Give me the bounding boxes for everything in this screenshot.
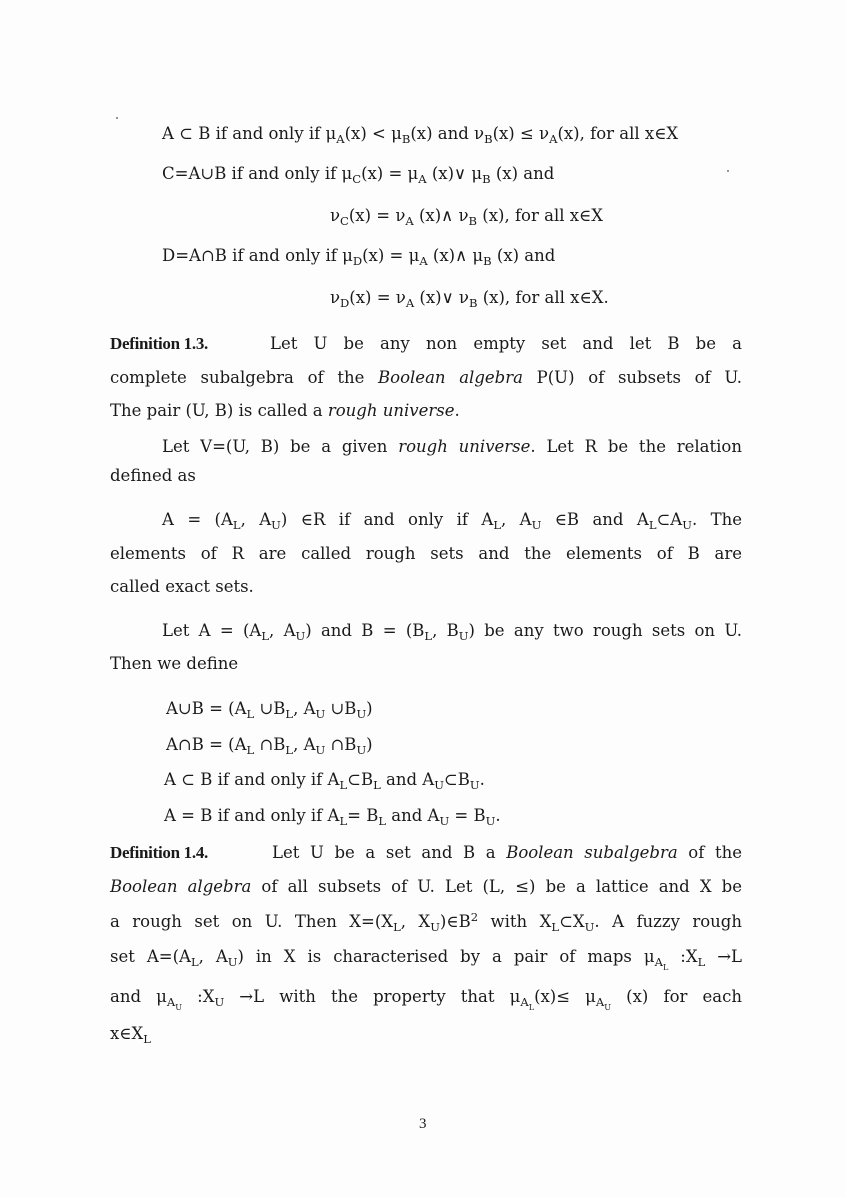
sub: U	[315, 707, 326, 721]
definition-1-3-line1	[110, 334, 742, 354]
sub: L	[246, 743, 255, 757]
formula-rough-subset	[164, 770, 485, 790]
sub: A	[405, 214, 414, 228]
sub: L	[393, 920, 401, 934]
sub: L	[143, 1032, 151, 1046]
emphasis: rough universe	[398, 437, 531, 456]
two-rough-sets-line1	[162, 621, 742, 641]
sub: A	[405, 296, 415, 310]
text: C=A∪B if and only if μ	[162, 164, 353, 183]
text: and μ	[110, 987, 167, 1006]
text: = B	[347, 806, 379, 825]
text: (x) and ν	[410, 124, 485, 143]
text: Let U be any non empty set and let B be a	[270, 334, 742, 353]
text: (x) < μ	[344, 124, 402, 143]
sub: B	[482, 172, 491, 186]
text: (x) = μ	[361, 164, 419, 183]
text: ⊂B	[347, 770, 374, 789]
sub: L	[285, 743, 294, 757]
text: (x) = ν	[348, 206, 406, 225]
formula-rough-intersection	[166, 735, 373, 755]
text: and A	[386, 806, 440, 825]
text: .	[479, 770, 485, 789]
text: .	[495, 806, 501, 825]
definition-1-3-line3	[110, 401, 460, 421]
sub: A	[419, 254, 428, 268]
text: , A	[500, 510, 532, 529]
text: :X	[182, 987, 215, 1006]
text: , B	[432, 621, 459, 640]
text: (x) and	[490, 164, 555, 183]
sub	[520, 995, 535, 1012]
sub: A	[549, 132, 558, 146]
sub: L	[528, 1002, 535, 1012]
sub: U	[531, 518, 542, 532]
sub: C	[352, 172, 362, 186]
sub	[166, 995, 183, 1012]
text: (x) for each	[611, 987, 742, 1006]
sub: U	[604, 1002, 612, 1012]
text: ⊂X	[559, 912, 585, 931]
sub: U	[458, 629, 469, 643]
text: and A	[380, 770, 435, 789]
text: , A	[240, 510, 272, 529]
sub: B	[401, 132, 411, 146]
text: A∪B = (A	[166, 699, 247, 718]
text: (x)∧ ν	[413, 206, 469, 225]
definition-label: Definition 1.4.	[110, 843, 208, 862]
sub: U	[295, 629, 306, 643]
text: ⊂A	[656, 510, 683, 529]
text: D=A∩B if and only if μ	[162, 246, 353, 265]
sub: L	[378, 814, 386, 828]
formula-union-nu	[330, 206, 603, 226]
formula-intersection-mu	[162, 246, 555, 266]
text: A	[654, 955, 663, 969]
text: . A fuzzy rough	[594, 912, 742, 931]
text	[272, 843, 742, 863]
text: :X	[668, 947, 698, 966]
formula-rough-union	[166, 699, 373, 719]
text: ) in X is characterised by a pair of maps μ	[237, 947, 655, 966]
text: (x)≤ μ	[534, 987, 596, 1006]
text: ) and B = (B	[305, 621, 425, 640]
text: ∩B	[325, 735, 357, 754]
scan-speck	[116, 117, 118, 119]
text: Let A = (A	[162, 621, 262, 640]
sub: L	[261, 629, 270, 643]
text: , A	[293, 699, 316, 718]
text: complete subalgebra of the	[110, 368, 379, 387]
text: . Let R be the relation	[530, 437, 742, 456]
text: (x) ≤ ν	[492, 124, 550, 143]
sub: U	[315, 743, 326, 757]
text: )∈B	[439, 912, 471, 931]
text: →L	[705, 947, 743, 966]
text: ) ∈R if and only if A	[280, 510, 494, 529]
text: , A	[293, 735, 316, 754]
text: a rough set on U. Then X=(X	[110, 912, 394, 931]
sub: L	[424, 629, 433, 643]
emphasis: Boolean subalgebra	[506, 843, 678, 862]
sub: U	[214, 995, 225, 1009]
sub: L	[339, 778, 348, 792]
emphasis: rough universe	[327, 401, 455, 420]
text: A	[595, 995, 605, 1009]
text: A ⊂ B if and only if A	[164, 770, 340, 789]
sub: D	[340, 296, 350, 310]
text: , X	[400, 912, 431, 931]
sup: 2	[470, 910, 479, 924]
sub: L	[551, 920, 560, 934]
text: . The	[691, 510, 743, 529]
paragraph-rough-universe-line1	[162, 437, 742, 457]
paragraph-rough-universe-line2: defined as	[110, 466, 196, 485]
text: (x), for all x∈X.	[477, 288, 609, 307]
text: ∈B and A	[541, 510, 649, 529]
text: ⊂B	[443, 770, 470, 789]
sub: U	[175, 1002, 183, 1012]
sub: L	[493, 518, 501, 532]
text: ν	[330, 288, 341, 307]
sub: B	[468, 214, 478, 228]
rough-set-definition-line3: called exact sets.	[110, 577, 254, 596]
formula-intersection-nu	[330, 288, 609, 308]
text: (x) = ν	[349, 288, 406, 307]
text: )	[366, 699, 373, 718]
text: with X	[478, 912, 552, 931]
text: ∩B	[254, 735, 286, 754]
emphasis: Boolean algebra	[110, 877, 252, 896]
definition-1-4-line6	[110, 1024, 151, 1044]
sub: C	[340, 214, 349, 228]
sub: L	[662, 962, 669, 972]
text: (x)∧ μ	[427, 246, 484, 265]
text: A∩B = (A	[166, 735, 247, 754]
definition-1-4-line5	[110, 987, 742, 1012]
page-number: 3	[419, 1116, 427, 1132]
sub: U	[439, 814, 450, 828]
text: ν	[330, 206, 341, 225]
text: A	[166, 995, 176, 1009]
text: Let V=(U, B) be a given	[162, 437, 399, 456]
sub: L	[232, 518, 241, 532]
sub: B	[484, 132, 493, 146]
text: Let U be a set and B a	[272, 843, 507, 862]
definition-label: Definition 1.3.	[110, 334, 208, 353]
sub: U	[356, 707, 367, 721]
sub: A	[336, 132, 345, 146]
two-rough-sets-line2: Then we define	[110, 654, 239, 673]
sub: U	[485, 814, 496, 828]
sub: U	[584, 920, 595, 934]
sub: L	[697, 955, 706, 969]
text: A = (A	[162, 510, 233, 529]
text: P(U) of subsets of U.	[522, 368, 742, 387]
sub: U	[356, 743, 367, 757]
text: ∪B	[254, 699, 286, 718]
sub: L	[339, 814, 348, 828]
text: x∈X	[110, 1024, 144, 1043]
text: set A=(A	[110, 947, 191, 966]
formula-rough-equality	[164, 806, 501, 826]
text: (x) and	[491, 246, 556, 265]
text: ) be any two rough sets on U.	[468, 621, 742, 640]
text: = B	[449, 806, 486, 825]
text: The pair (U, B) is called a	[110, 401, 328, 420]
text: ∪B	[325, 699, 357, 718]
formula-union-mu	[162, 164, 554, 184]
sub: B	[483, 254, 492, 268]
sub: L	[373, 778, 381, 792]
formula-subset-fuzzy	[162, 124, 678, 144]
sub	[595, 995, 612, 1012]
text: (x)∨ μ	[426, 164, 483, 183]
text: )	[366, 735, 373, 754]
text: of all subsets of U. Let (L, ≤) be a lattice and X be	[251, 877, 742, 896]
text: A = B if and only if A	[164, 806, 340, 825]
sub: D	[352, 254, 363, 268]
text: (x)∨ ν	[414, 288, 469, 307]
sub: L	[190, 955, 199, 969]
definition-1-4-line1	[110, 843, 742, 863]
definition-1-4-line2	[110, 877, 742, 897]
text: of the	[677, 843, 742, 862]
definition-1-3-line2	[110, 368, 742, 388]
text: (x), for all x∈X	[477, 206, 604, 225]
sub: L	[285, 707, 294, 721]
sub: A	[418, 172, 427, 186]
sub: U	[682, 518, 692, 532]
rough-set-definition-line1	[162, 510, 742, 530]
definition-1-4-line4	[110, 947, 743, 972]
sub: L	[648, 518, 657, 532]
emphasis: Boolean algebra	[378, 368, 523, 387]
scan-speck	[727, 170, 729, 172]
text: .	[454, 401, 460, 420]
text: , A	[198, 947, 228, 966]
text: A ⊂ B if and only if μ	[162, 124, 337, 143]
rough-set-definition-line2: elements of R are called rough sets and the elements of B are	[110, 544, 742, 563]
sub: U	[434, 778, 444, 792]
text: (x) = μ	[362, 246, 420, 265]
sub	[654, 955, 669, 972]
sub: L	[246, 707, 255, 721]
text: A	[520, 995, 529, 1009]
sub: U	[430, 920, 440, 934]
sub: U	[227, 955, 238, 969]
sub: B	[468, 296, 478, 310]
sub: U	[469, 778, 480, 792]
text: (x), for all x∈X	[557, 124, 679, 143]
sub: U	[271, 518, 281, 532]
definition-1-4-line3	[110, 912, 742, 932]
text: , A	[269, 621, 296, 640]
text: →L with the property that μ	[224, 987, 521, 1006]
